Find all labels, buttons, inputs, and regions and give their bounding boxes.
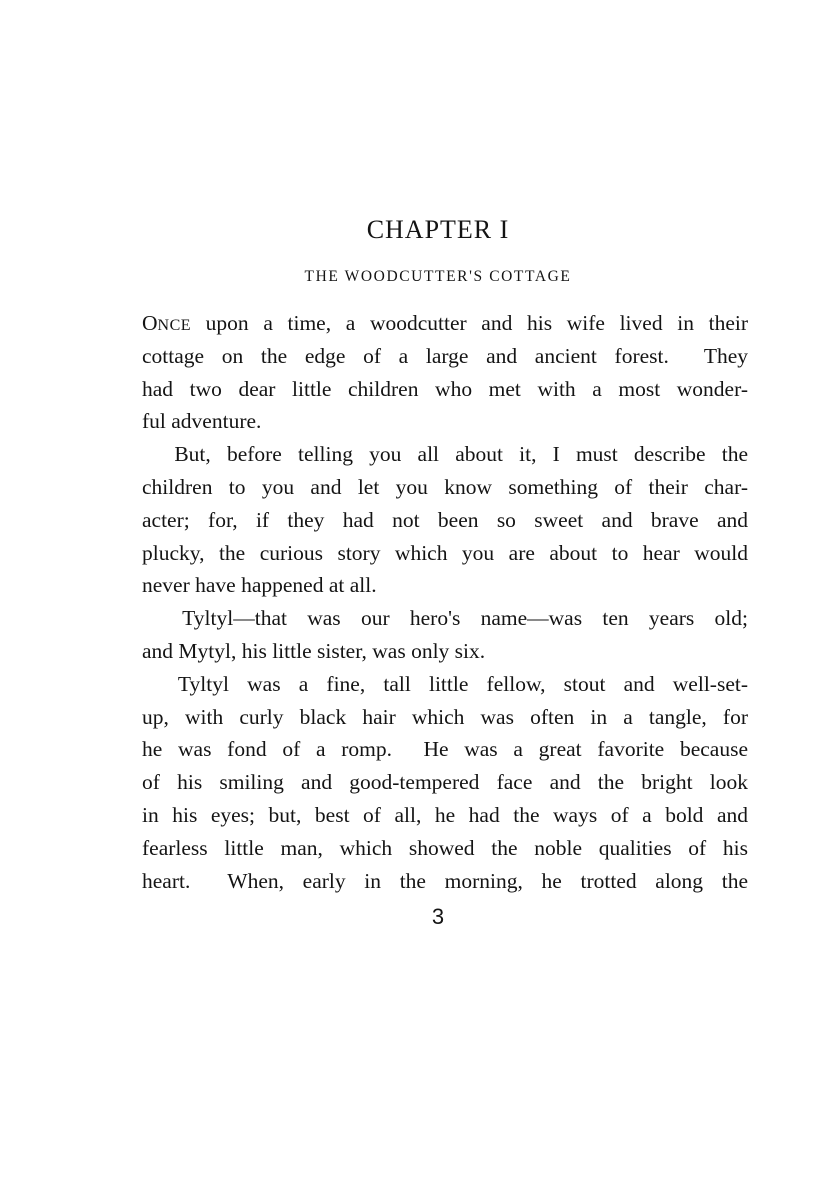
text-line: up, with curly black hair which was often in a tangle, for [142,704,748,729]
line-text: upon a time, a woodcutter and his wife lived in their [191,311,748,335]
text-line: in his eyes; but, best of all, he had the ways of a bold and [142,802,748,827]
chapter-body [142,307,748,897]
text-line: children to you and let you know something of their char- [142,474,748,499]
text-line [142,307,748,340]
text-line: never have happened at all. [142,573,377,598]
small-caps-initial: O [142,311,158,335]
page-number: 3 [431,904,445,929]
text-line: But, before telling you all about it, I must describe the [142,442,748,467]
text-line: acter; for, if they had not been so sweet and brave and [142,507,748,532]
text-line: fearless little man, which showed the noble qualities of his [142,835,748,860]
text-line: ful adventure. [142,409,262,434]
text-line: of his smiling and good-tempered face and the bright look [142,770,748,795]
chapter-subtitle: THE WOODCUTTER'S COTTAGE [304,268,572,285]
text-line: and Mytyl, his little sister, was only six. [142,638,486,663]
chapter-heading: CHAPTER I [366,215,510,244]
text-line: heart. When, early in the morning, he trotted along the [142,868,748,893]
text-line: plucky, the curious story which you are about to hear would [142,540,748,565]
text-line: Tyltyl was a fine, tall little fellow, stout and well-set- [142,671,748,696]
small-caps-rest: NCE [157,317,192,334]
text-line: had two dear little children who met with a most wonder- [142,376,748,401]
text-line: he was fond of a romp. He was a great favorite because [142,737,748,762]
text-line: Tyltyl—that was our hero's name—was ten years old; [142,606,748,631]
text-line: cottage on the edge of a large and ancient forest. They [142,343,748,368]
